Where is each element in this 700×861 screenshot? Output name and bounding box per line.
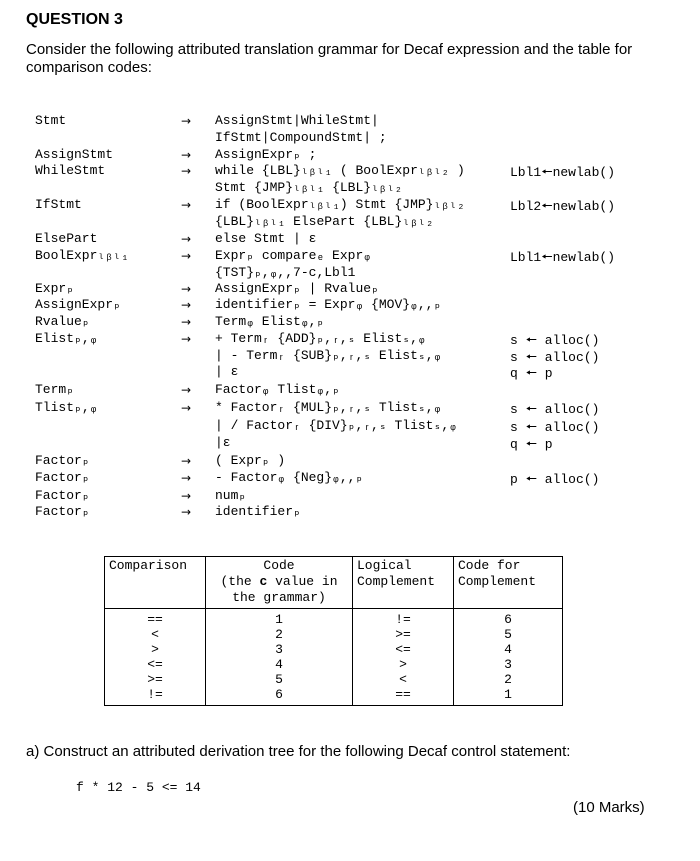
grammar-rhs: AssignExprₚ | Rvalueₚ [215,281,379,296]
table-cell: 2 [504,672,512,687]
question-title: QUESTION 3 [26,11,123,28]
table-cell: 3 [504,657,512,672]
semantic-action: s 🠔 alloc() [510,420,600,435]
grammar-rhs: Factorᵩ Tlistᵩ,ₚ [215,382,340,397]
grammar-rhs: AssignExprₚ ; [215,147,317,162]
table-cell: == [147,612,163,627]
grammar-rhs: IfStmt|CompoundStmt| ; [215,130,387,145]
semantic-action: s 🠔 alloc() [510,402,600,417]
question-intro: Consider the following attributed translation grammar for Decaf expression and the table for comparison codes: [26,41,633,76]
production-arrow: → [181,298,192,312]
grammar-lhs: Factorₚ [35,488,90,503]
production-arrow: → [181,198,192,212]
production-arrow: → [181,383,192,397]
grammar-lhs: Factorₚ [35,470,90,485]
production-arrow: → [181,164,192,178]
production-arrow: → [181,489,192,503]
semantic-action: s 🠔 alloc() [510,333,600,348]
table-cell: == [395,687,411,702]
production-arrow: → [181,332,192,346]
semantic-action: Lbl2🠔newlab() [510,199,615,214]
grammar-rhs: | ε [215,364,239,379]
table-cell: 4 [275,657,283,672]
production-arrow: → [181,114,192,128]
comparison-table-values [105,609,563,706]
production-arrow: → [181,148,192,162]
table-cell: 2 [275,627,283,642]
header-logical-complement: Logical Complement [353,557,454,609]
grammar-rhs: AssignStmt|WhileStmt| [215,113,379,128]
complement-code-column [454,609,563,706]
grammar-rhs: + Termᵣ {ADD}ₚ,ᵣ,ₛ Elistₛ,ᵩ [215,331,426,346]
semantic-action: Lbl1🠔newlab() [510,250,615,265]
table-cell: 5 [504,627,512,642]
grammar-rhs: Stmt {JMP}ₗᵦₗ₁ {LBL}ₗᵦₗ₂ [215,180,403,195]
production-arrow: → [181,249,192,263]
grammar-rhs: numₚ [215,488,247,503]
grammar-lhs: ElsePart [35,231,98,246]
table-cell: 5 [275,672,283,687]
semantic-action: Lbl1🠔newlab() [510,165,615,180]
grammar-rhs: Termᵩ Elistᵩ,ₚ [215,314,325,329]
grammar-rhs: - Factorᵩ {Neg}ᵩ,,ₚ [215,470,364,485]
grammar-rhs: identifierₚ [215,504,301,519]
marks-label: (10 Marks) [573,799,645,816]
grammar-rhs: while {LBL}ₗᵦₗ₁ ( BoolExprₗᵦₗ₂ ) [215,163,465,178]
decaf-expression: f * 12 - 5 <= 14 [76,780,201,795]
grammar-rhs: * Factorᵣ {MUL}ₚ,ᵣ,ₛ Tlistₛ,ᵩ [215,400,442,415]
comparison-column [105,609,206,706]
grammar-lhs: Rvalueₚ [35,314,90,329]
grammar-lhs: AssignStmt [35,147,114,162]
production-arrow: → [181,232,192,246]
table-cell: < [151,627,159,642]
table-cell: < [399,672,407,687]
comparison-table [104,556,563,706]
grammar-rhs: | / Factorᵣ {DIV}ₚ,ᵣ,ₛ Tlistₛ,ᵩ [215,418,457,433]
grammar-rhs: Exprₚ compareₑ Exprᵩ [215,248,372,263]
semantic-action: p 🠔 alloc() [510,472,600,487]
production-arrow: → [181,315,192,329]
table-cell: 4 [504,642,512,657]
grammar-lhs: Tlistₚ,ᵩ [35,400,98,415]
header-code-for-complement: Code for Complement [454,557,563,609]
grammar-lhs: Elistₚ,ᵩ [35,331,98,346]
table-cell: != [395,612,411,627]
grammar-rhs: |ε [215,435,231,450]
grammar-rhs: {LBL}ₗᵦₗ₁ ElsePart {LBL}ₗᵦₗ₂ [215,214,434,229]
table-cell: >= [395,627,411,642]
table-cell: 6 [275,687,283,702]
table-cell: > [399,657,407,672]
complement-column [353,609,454,706]
table-cell: > [151,642,159,657]
grammar-lhs: BoolExprₗᵦₗ₁ [35,248,129,263]
table-cell: 1 [275,612,283,627]
production-arrow: → [181,471,192,485]
semantic-action: s 🠔 alloc() [510,350,600,365]
part-a-prompt: a) Construct an attributed derivation tree for the following Decaf control statement: [26,743,571,760]
grammar-rhs: {TST}ₚ,ᵩ,,7-c,Lbl1 [215,265,356,280]
grammar-lhs: Stmt [35,113,67,128]
grammar-lhs: Termₚ [35,382,75,397]
grammar-rhs: if (BoolExprₗᵦₗ₁) Stmt {JMP}ₗᵦₗ₂ [215,197,465,212]
grammar-lhs: IfStmt [35,197,82,212]
table-cell: 1 [504,687,512,702]
header-code: Code (the c value in the grammar) [206,557,353,609]
grammar-lhs: Factorₚ [35,453,90,468]
grammar-lhs: AssignExprₚ [35,297,121,312]
table-cell: >= [147,672,163,687]
production-arrow: → [181,505,192,519]
grammar-lhs: WhileStmt [35,163,106,178]
code-column [206,609,353,706]
table-cell: 6 [504,612,512,627]
comparison-table-header [105,557,563,609]
grammar-rhs: | - Termᵣ {SUB}ₚ,ᵣ,ₛ Elistₛ,ᵩ [215,348,442,363]
production-arrow: → [181,282,192,296]
grammar-rhs: identifierₚ = Exprᵩ {MOV}ᵩ,,ₚ [215,297,442,312]
grammar-rhs: else Stmt | ε [215,231,317,246]
production-arrow: → [181,454,192,468]
semantic-action: q 🠔 p [510,366,553,381]
grammar-rhs: ( Exprₚ ) [215,453,286,468]
header-comparison: Comparison [105,557,206,609]
grammar-lhs: Exprₚ [35,281,75,296]
production-arrow: → [181,401,192,415]
semantic-action: q 🠔 p [510,437,553,452]
table-cell: != [147,687,163,702]
table-cell: 3 [275,642,283,657]
table-cell: <= [395,642,411,657]
table-cell: <= [147,657,163,672]
grammar-lhs: Factorₚ [35,504,90,519]
